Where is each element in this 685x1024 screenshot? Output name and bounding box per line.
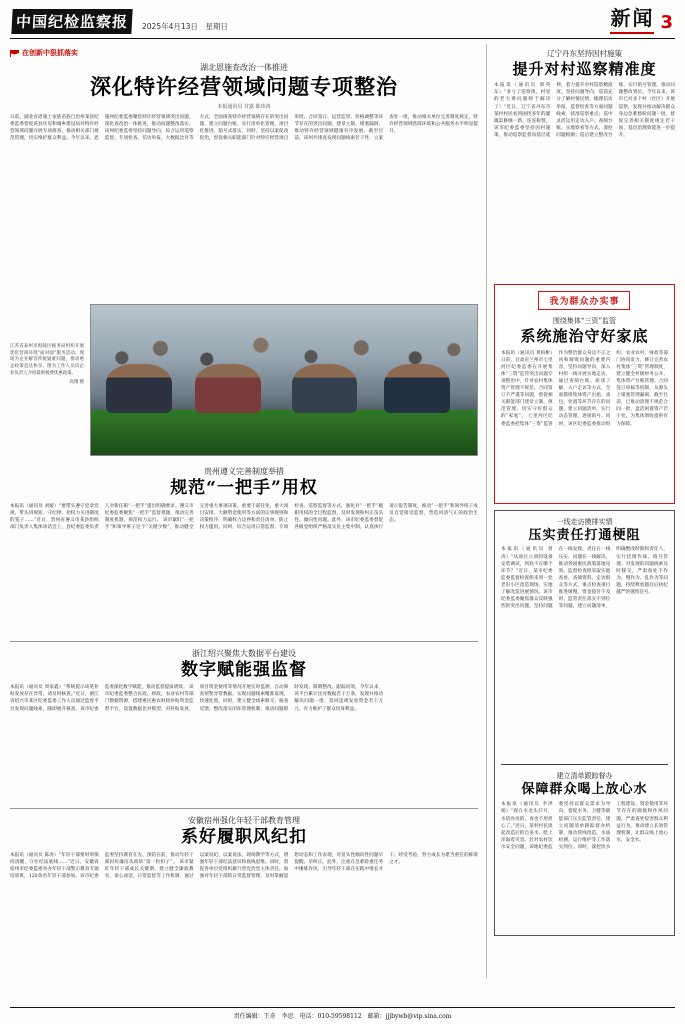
section-title: 新闻 (610, 2, 654, 34)
frontline-kicker: 一线走访摸排实情 (556, 517, 613, 526)
anhui-text: 该市紧盯年轻干部成长关键期，建立健全廉政教育、谈心谈话、日常监督等工作机制，通过以案说纪、以案说法、现场教学等方式，增强年轻干部纪法意识和底线思维。同时，督促各单位党组织履行管党治党主体责任，加强对年轻干部的日常监督管理，及时掌握思想动态和工作表现，对苗头性倾向性问题早提醒、早纠正。此外，注重在急难险重任务中锤炼作风，引导年轻干部在实践中增长才干、经受考验，努力成长为堪当重任的栋梁之才。 (104, 852, 478, 880)
zhejiang-text: 该市纪委监委整合民政、财政、农业农村等部门数据资源，搭建惠民惠农财政补贴资金监督平台，设置数据比对模型，对补贴发放、项目资金使用等情况开展实时监测，自动筛查预警异常数据，实现问题线索精准发现、快速处置。同时，建立健全线索移交、核查反馈、整改落实闭环管理机制，推动问题即时发现、限期整改、跟踪问效。今年以来，该平台累计比对数据若干万条，发现并推动解决问题一批，追回违规发放资金若干万元，有力维护了群众切身利益。 (104, 685, 384, 712)
liaoning-kicker: 辽宁丹东坚持因村施策 (546, 49, 622, 58)
news-photo (90, 304, 478, 456)
red-flag-icon (10, 50, 19, 57)
right-lower-box (494, 510, 675, 937)
photo-person-1 (106, 364, 172, 414)
zhejiang-kicker: 浙江绍兴聚焦大数据平台建设 (191, 648, 296, 658)
photo-person-4 (384, 364, 450, 414)
guizhou-kicker: 贵州遵义完善制度举措 (203, 467, 284, 477)
main-column (10, 44, 478, 978)
issue-date: 2025年4月13日 星期日 (142, 22, 228, 31)
photo-table-layer (91, 410, 477, 455)
guizhou-byline: 本报讯（通讯员 刘媛）“要带头遵守党章党规，带头讲规矩、守纪律，把权力关进制度的笼子……”近日，贵州省遵义市某县组织部门负责人集体谈话会上，县纪委监委负责人对新任职“一把手”提出明确要求。遵义市纪委监委聚焦“一把手”监督难题，推动完善制度机制，规范权力运行。 (10, 503, 194, 531)
frontline-byline: 本报讯（通讯员 曾涛）“从项目立项到设备安装调试，到底卡在哪个环节？”近日，某市纪委监委监督检查组来到一处老旧小区改造现场，实地了解改造进展情况。该市纪委监委聚焦群众反映强烈的突出问题，坚持问题在一线发现、责任在一线压实、问题在一线解决，推动各项惠民政策落地见效。监督检查组采取实地查看、查阅资料、走访群众等方式，重点检查项目推进缓慢、资金拨付不及时、监管责任落实不到位等问题，建立问题清单，明确整改时限和责任人，实行挂图作战、销号管理。对发现的问题线索及时移交，严肃查处不作为、慢作为、乱作为等问题，持续释放越往后执纪越严的强烈信号。 (500, 547, 668, 610)
masthead (10, 0, 675, 39)
page-footer: 责任编辑：王奇 李思 电话：010-59598112 邮箱：jjjbywb@vip.sina.com (10, 1007, 675, 1020)
flag-item-label: 在创新中狠抓落实 (22, 49, 78, 57)
liaoning-body (494, 82, 675, 278)
divider-1 (10, 641, 478, 642)
liaoning-headline: 提升对村巡察精准度 (512, 60, 657, 78)
anhui-headline: 系好履职风纪扣 (180, 827, 307, 848)
page-body (10, 44, 675, 978)
right-column (486, 44, 675, 978)
feature-byline: 本报讯（通讯员 黄柏彬）日前，甘肃省兰州市七里河区纪委监委在开展集体“三资”监管突出问题专项整治中，针对农村集体资产管理不规范、合同签订不严谨等问题，督促相关职能部门建章立制、规范管理，切实守好群众的“家底”。 (500, 350, 553, 420)
guizhou-headline: 规范“一把手”用权 (170, 478, 318, 499)
feature-headline: 系统施治守好家底 (520, 327, 649, 346)
divider-3 (501, 764, 668, 765)
frontline-body (501, 546, 668, 758)
zhejiang-body (10, 684, 478, 802)
water-body (501, 801, 668, 929)
photo-row (10, 300, 478, 458)
feature-banner-label: 我为群众办实事 (538, 291, 630, 310)
zhejiang-headline: 数字赋能强监督 (180, 659, 307, 680)
frontline-headline: 压实责任打通梗阻 (528, 527, 641, 543)
page-number: 3 (660, 12, 673, 33)
photo-caption: 江苏省泰州市海陵区税务局组织开展优化营商环境“面对面”服务活动，现场为企业解答涉税疑难问题，推动惠企政策直达快享。图为工作人员向企业负责人介绍最新税费优惠政策。 (10, 344, 84, 376)
lead-headline: 深化特许经营领域问题专项整治 (89, 74, 398, 99)
zhejiang-byline: 本报讯（通讯员 周家鑫）“系统提示该笔补贴发放存在异常，请及时核查。”近日，浙江省绍兴市某区纪委监委工作人员通过监督平台发现问题线索，随即展开核查。该市纪委监委深化数字赋能，推动监督提质增效。 (10, 685, 188, 712)
feature-body (501, 350, 668, 495)
guizhou-body (10, 503, 478, 635)
lead-byline: 本报通讯员 甘露 陈玮涛 (217, 104, 271, 111)
lead-kicker: 湖北恩施查改治一体推进 (199, 63, 288, 72)
guizhou-text: 该市紧盯“一把手”和领导班子这个“关键少数”，推动健全完善重大事项决策、重要干部任免、重大项目安排、大额资金使用等方面的议事规则和决策程序，明确权力边界和责任清单，防止权力滥用。同时，综合运用日常监督、专项检查、巡察监督等方式，强化对“一把手”履职用权的全过程监督，及时发现和纠正苗头性、倾向性问题。此外，该市纪委监委督促各级党组织严格落实民主集中制，认真执行请示报告制度，推动“一把手”和领导班子成员自觉接受监督，营造风清气正的政治生态。 (104, 503, 478, 531)
anhui-kicker: 安徽宿州强化年轻干部教育管理 (187, 816, 300, 826)
feature-kicker: 围绕集体“三资”监管 (552, 317, 617, 326)
newspaper-logo: 中国纪检监察报 (11, 9, 132, 34)
masthead-left (12, 9, 228, 34)
photo-person-3 (292, 364, 358, 414)
photo-person-2 (195, 364, 261, 414)
water-headline: 保障群众喝上放心水 (521, 782, 648, 798)
feature-banner (501, 289, 668, 310)
anhui-byline: 本报讯（通讯员 陈涛）“年轻干部要时刻保持清醒，守住纪法底线……”近日，安徽省宿州市纪委监委举办年轻干部警示教育专题培训班，120余名年轻干部参加。该市纪委监委坚持教育在先、预防在前，推动年轻干部扣好廉洁从政的“第一粒扣子”。 (10, 852, 194, 880)
masthead-right (610, 2, 673, 34)
photo-credit: 高翔 摄 (69, 380, 84, 386)
photo-caption-block (10, 300, 84, 458)
lead-body: 日前，湖北省恩施土家族苗族自治州某县纪委监委督促该县住房和城乡建设局对特许经营领域问题开展专项排查，推动相关部门规范管理，切实维护群众利益。今年以来，恩施州纪委监委聚焦特许经营领域突出问题，深化查改治一体推进，推动问题整改落实。该州纪委监委坚持问题导向，综合运用巡察监督、专项检查、信访举报、大数据比对等方式，全面排查特许经营领域存在的突出问题，建立问题台账，实行清单化管理、项目化推进、销号式落实。同时，坚持以案促改促治，督促相关职能部门针对特许经营项目审批、合同签订、运营监管、价格调整等环节存在的突出问题，建章立制、堵塞漏洞，推动特许经营领域健康有序发展。截至目前，该州共排查发现问题线索若干件，立案查处一批，推动相关单位完善制度规定，特许经营领域营商环境和公共服务水平明显提升。 (10, 115, 478, 142)
divider-2 (10, 808, 478, 809)
flag-item (10, 48, 478, 58)
liaoning-byline: 本报讯（通讯员 郭英东）“多亏了巡察组，村里的老大难问题终于解决了！”近日，辽宁省丹东市某村村民看到困扰多年的灌溉渠修缮一新，连连称赞。该市纪委监委坚持因村施策，推动巡察监督向基层延伸，着力提升对村巡察精准度。坚持问题导向，巡前充分了解村情民情，梳理信访举报、监督检查等方面问题线索，找准巡察重点；巡中灵活运用走访入户、查阅台账、实地察看等方式，深挖问题根源；巡后建立整改台账，实行销号管理，推动问题整改到位。今年以来，该市已对多个村（社区）开展巡察，发现并推动解决群众身边急难愁盼问题一批，督促完善相关制度规定若干项，基层治理效能进一步提升。 (493, 83, 675, 139)
feature-text: 七里河区纪委监委把集体“三资”监管作为整治群众身边不正之风和腐败问题的重要内容，坚持问题导向，深入村组一线开展实地走访，通过查阅台账、座谈了解、入户走访等方式，全面摸排集体资产出租、承包、处置等环节存在的问题，建立问题清单，实行动态管理、逐项销号。同时，该区纪委监委推动组织、农业农村、财政等部门协同发力，修订完善农村集体“三资”管理制度，建立健全村级财务公开、集体资产台账管理、合同签订审核等机制，从源头上堵塞管理漏洞。截至目前，已推动清理不规范合同一批，盘活闲置资产若干处，为集体增收提供有力保障。 (500, 350, 668, 427)
water-byline: 本报讯（通讯员 李洪娟）“现在水龙头拧开，水清亮亮的，再也不用担心了。”近日，某村村民谈起改造后的自来水，脸上洋溢着笑容。针对农村饮水安全问题，该地纪委监委坚持以群众需求为导向，督促水务、卫健等职能部门压实监管责任，建立问题清单跟踪督办机制，推动管网改造、水质检测、运行维护等工作落实到位。同时，深挖饮水工程建设、资金使用等环节存在的腐败和作风问题，严肃查处侵害群众利益行为，推动建立长效管理机制，让群众喝上放心水、安全水。 (500, 802, 668, 851)
anhui-body (10, 852, 478, 958)
water-kicker: 建立清单跟踪督办 (556, 772, 613, 781)
feature-box (494, 284, 675, 503)
